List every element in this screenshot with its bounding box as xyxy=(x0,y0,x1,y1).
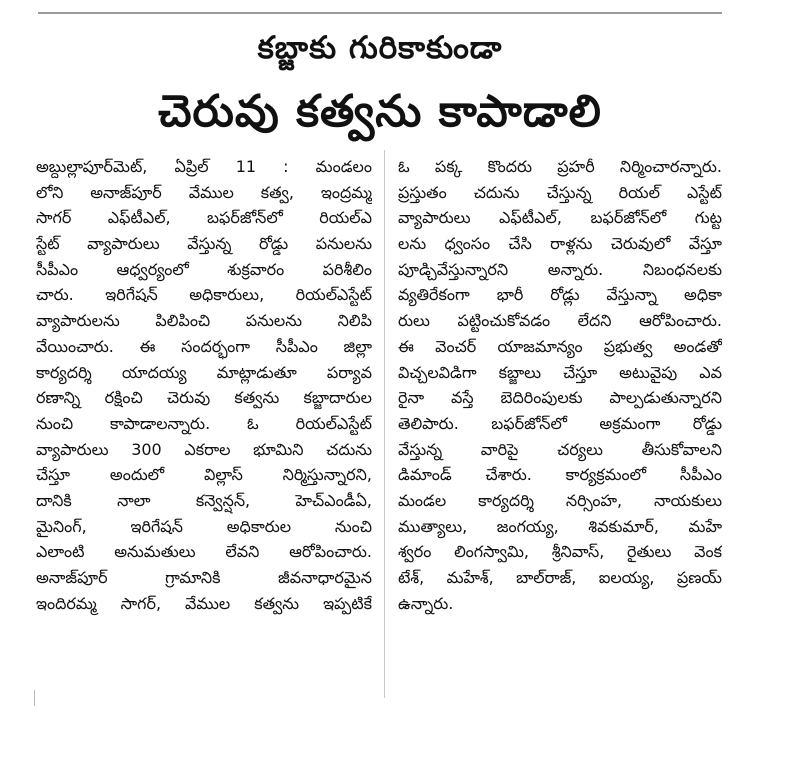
article-column-right xyxy=(398,154,722,616)
text-line: లను ధ్వంసం చేసి రాళ్లను చెరువులో వేస్తూ xyxy=(398,234,722,254)
text-line: కార్యదర్శి యాదయ్య మాట్లాడుతూ పర్యావ xyxy=(36,362,372,382)
text-line: స్టేట్‌ వ్యాపారులు వేస్తున్న రోడ్డు పనులను xyxy=(36,234,372,254)
column-divider xyxy=(384,150,385,698)
text-line: వ్యాపారులు 300 ఎకరాల భూమిని చదును xyxy=(36,439,372,459)
text-line: వ్యతిరేకంగా భారీ రోడ్లు వేస్తున్నా అధికా xyxy=(398,285,722,305)
text-line: దానికి నాలా కన్వెన్షన్‌, హెచ్‌ఎండీఏ, xyxy=(36,490,372,510)
text-line: తెలిపారు. బఫర్‌జోన్‌లో అక్రమంగా రోడ్డు xyxy=(398,413,722,433)
text-line: ఈ వెంచర్‌ యాజమాన్యం ప్రభుత్వ అండతో xyxy=(398,336,722,356)
text-line: ముత్యాలు, జంగయ్య, శివకుమార్‌, మహే xyxy=(398,516,722,536)
text-line: వ్యాపారులను పిలిపించి పనులను నిలిపి xyxy=(36,311,372,331)
text-line: డిమాండ్‌ చేశారు. కార్యక్రమంలో సీపీఎం xyxy=(398,465,722,485)
article-headline: చెరువు కత్వను కాపాడాలి xyxy=(158,86,602,137)
text-line: వ్యాపారులు ఎఫ్‌టీఎల్‌, బఫర్‌జోన్‌లో గుట్ట xyxy=(398,208,722,228)
text-line: చేస్తూ అందులో విల్లాస్‌ నిర్మిస్తున్నారని, xyxy=(36,465,372,485)
text-line: ఓ పక్క కొందరు ప్రహరీ నిర్మించారన్నారు. xyxy=(398,157,722,176)
text-line: టేశ్‌, మహేశ్‌, బాల్‌రాజ్‌, ఐలయ్య, ప్రణయ్‌ xyxy=(398,568,722,587)
text-line: ఎలాంటి అనుమతులు లేవని ఆరోపించారు. xyxy=(36,542,372,562)
page-edge-mark xyxy=(34,690,35,706)
text-line: ఇందిరమ్మ సాగర్‌, వేముల కత్వను ఇప్పటికే xyxy=(36,593,372,613)
text-line: అబ్దుల్లాపూర్‌మెట్‌, ఏప్రిల్‌ 11 : మండలం xyxy=(36,157,372,176)
text-line: వేయించారు. ఈ సందర్భంగా సీపీఎం జిల్లా xyxy=(36,336,372,356)
text-line: రులు పట్టించుకోవడం లేదని ఆరోపించారు. xyxy=(398,311,722,331)
text-line: రణాన్ని రక్షించి చెరువు కత్వను కబ్జాదారుల xyxy=(36,388,372,408)
text-line: మండల కార్యదర్శి నర్సింహ, నాయకులు xyxy=(398,490,722,510)
text-line: వేస్తున్న వారిపై చర్యలు తీసుకోవాలని xyxy=(398,439,722,459)
text-line: నుంచి కాపాడాలన్నారు. ఓ రియల్‌ఎస్టేట్‌ xyxy=(36,413,372,433)
text-line: విచ్చలవిడిగా కబ్జాలు చేస్తూ అటువైపు ఎవ xyxy=(398,362,722,382)
article-kicker: కబ్జాకు గురికాకుండా xyxy=(257,30,503,66)
text-line: పూడ్చివేస్తున్నారని అన్నారు. నిబంధనలకు xyxy=(398,259,722,279)
article-column-left xyxy=(36,154,372,616)
text-line: రైనా వస్తే బెదిరింపులకు పాల్పడుతున్నారని xyxy=(398,388,722,408)
text-line: శ్వరం లింగస్వామి, శ్రీనివాస్‌, రైతులు వెంక xyxy=(398,542,722,562)
text-line: ప్రస్తుతం చదును చేస్తున్న రియల్‌ ఎస్టేట్‌ xyxy=(398,182,722,202)
text-line: ఉన్నారు. xyxy=(398,593,454,613)
text-line: లోని అనాజ్‌పూర్‌ వేముల కత్వ, ఇంద్రమ్మ xyxy=(36,182,372,202)
text-line: సాగర్‌ ఎఫ్‌టీఎల్‌, బఫర్‌జోన్‌లో రియల్‌ఎ xyxy=(36,208,372,228)
text-line: చారు. ఇరిగేషన్‌ అధికారులు, రియల్‌ఎస్టేట్‌ xyxy=(36,285,372,305)
top-divider xyxy=(38,12,722,14)
text-line: మైనింగ్‌, ఇరిగేషన్‌ అధికారుల నుంచి xyxy=(36,516,372,536)
text-line: సీపీఎం ఆధ్వర్యంలో శుక్రవారం పరిశీలిం xyxy=(36,259,372,279)
text-line: అనాజ్‌పూర్‌ గ్రామానికి జీవనాధారమైన xyxy=(36,568,372,587)
